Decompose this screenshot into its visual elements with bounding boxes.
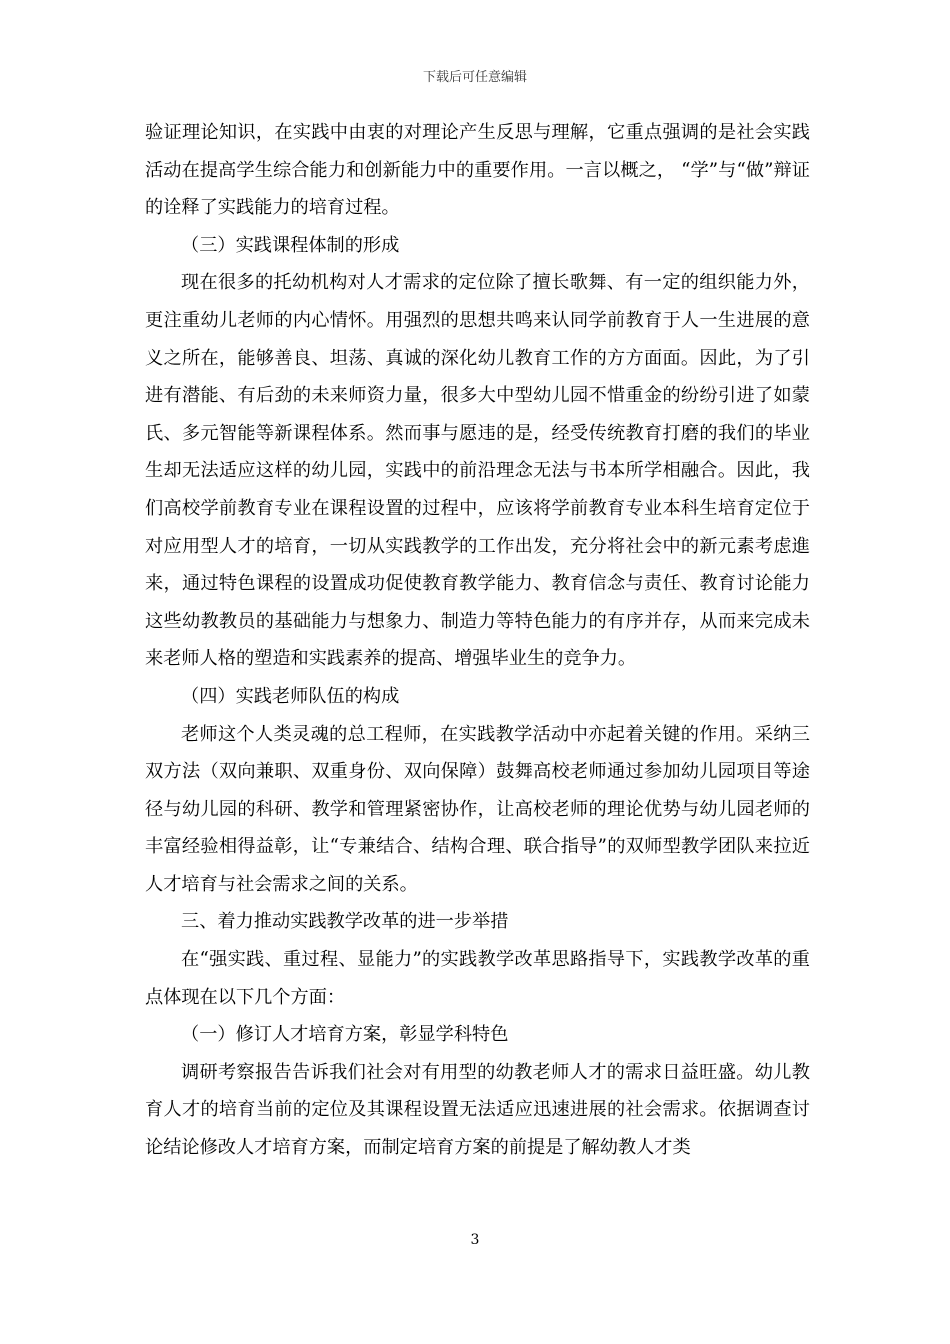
paragraph-2: 现在很多的托幼机构对人才需求的定位除了擅长歌舞、有一定的组织能力外，更注重幼儿老师的内心情怀。用强烈的思想共鸣来认同学前教育于人一生进展的意义之所在，能够善良、坦荡、真诚的深化幼儿教育工作的方方面面。因此，为了引进有潜能、有后劲的未来师资力量，很多大中型幼儿园不惜重金的纷纷引进了如蒙氏、多元智能等新课程体系。然而事与愿违的是，经受传统教育打磨的我们的毕业生却无法适应这样的幼儿园，实践中的前沿理念无法与书本所学相融合。因此，我们高校学前教育专业在课程设置的过程中，应该将学前教育专业本科生培育定位于对应用型人才的培育，一切从实践教学的工作出发，充分将社会中的新元素考虑進来，通过特色课程的设置成功促使教育教学能力、教育信念与责任、教育讨论能力这些幼教教员的基础能力与想象力、制造力等特色能力的有序并存，从而来完成未来老师人格的塑造和实践素养的提高、增强毕业生的竞争力。 <box>145 272 810 670</box>
page-header-note: 下载后可任意编辑 <box>422 70 527 85</box>
paragraph-5: 调研考察报告告诉我们社会对有用型的幼教老师人才的需求日益旺盛。幼儿教育人才的培育当前的定位及其课程设置无法适应迅速进展的社会需求。依据调查讨论结论修改人才培育方案，而制定培育方案的前提是了解幼教人才类 <box>145 1061 810 1159</box>
document-body <box>145 114 810 1167</box>
page-number: 3 <box>470 1232 480 1248</box>
chapter-heading-3: 三、着力推动实践教学改革的进一步举措 <box>181 911 509 933</box>
section-heading-3: （三）实践课程体制的形成 <box>181 234 400 256</box>
paragraph-1: 验证理论知识，在实践中由衷的对理论产生反思与理解，它重点强调的是社会实践活动在提高学生综合能力和创新能力中的重要作用。一言以概之， “学”与“做”辩证的诠释了实践能力的培育过程。 <box>145 122 810 219</box>
paragraph-3: 老师这个人类灵魂的总工程师，在实践教学活动中亦起着关键的作用。采纳三双方法（双向兼职、双重身份、双向保障）鼓舞高校老师通过参加幼儿园项目等途径与幼儿园的科研、教学和管理紧密协作，让高校老师的理论优势与幼儿园老师的丰富经验相得益彰，让“专兼结合、结构合理、联合指导”的双师型教学团队来拉近人才培育与社会需求之间的关系。 <box>145 723 810 895</box>
section-heading-4: （四）实践老师队伍的构成 <box>181 685 400 707</box>
paragraph-4: 在“强实践、重过程、显能力”的实践教学改革思路指导下，实践教学改革的重点体现在以下几个方面： <box>145 949 810 1008</box>
section-heading-1: （一）修订人才培育方案，彰显学科特色 <box>181 1024 509 1046</box>
